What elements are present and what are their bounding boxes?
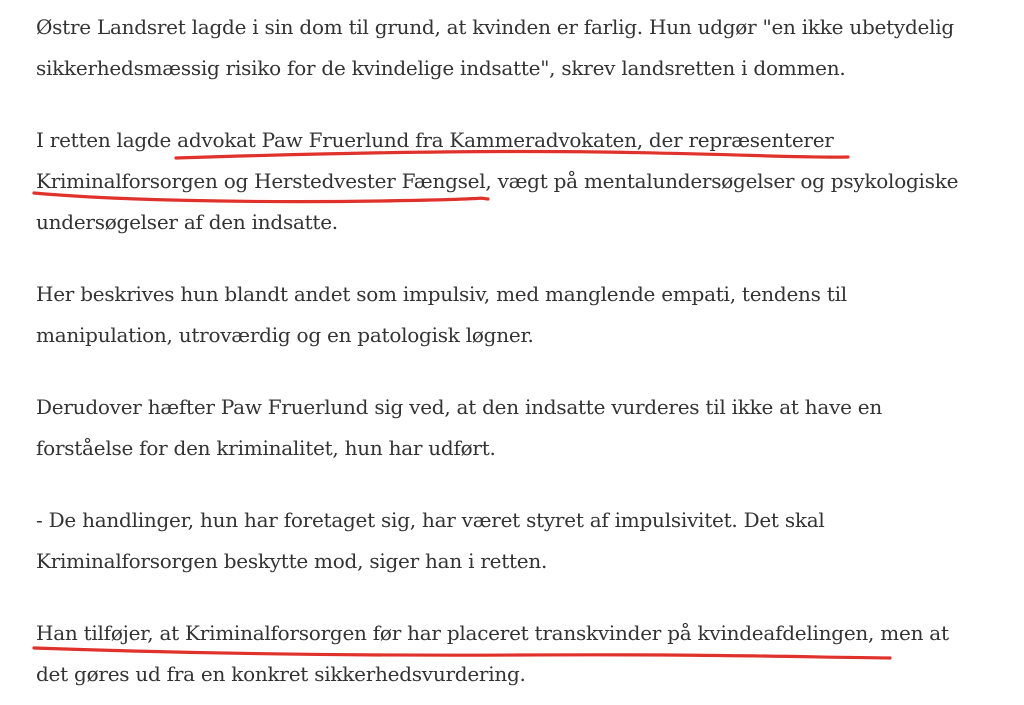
paragraph-line: Kriminalforsorgen beskytte mod, siger han i retten. (36, 549, 548, 573)
paragraph-line: Derudover hæfter Paw Fruerlund sig ved, at den indsatte vurderes til ikke at have en (36, 395, 883, 419)
paragraph-description (36, 274, 996, 356)
paragraph-line: Han tilføjer, at Kriminalforsorgen før har placeret transkvinder på kvindeafdelingen, men at (36, 621, 949, 645)
paragraph-line: Kriminalforsorgen og Herstedvester Fængsel, vægt på mentalundersøgelser og psykologiske (36, 169, 959, 193)
paragraph-line: sikkerhedsmæssig risiko for de kvindelige indsatte", skrev landsretten i dommen. (36, 56, 846, 80)
paragraph-line: Østre Landsret lagde i sin dom til grund, at kvinden er farlig. Hun udgør "en ikke ubetydelig (36, 15, 954, 39)
paragraph-line: Her beskrives hun blandt andet som impulsiv, med manglende empati, tendens til (36, 282, 847, 306)
paragraph-fruerlund (36, 387, 996, 469)
paragraph-advokat-statement (36, 120, 996, 243)
paragraph-line: - De handlinger, hun har foretaget sig, har været styret af impulsivitet. Det skal (36, 508, 825, 532)
paragraph-line: det gøres ud fra en konkret sikkerhedsvurdering. (36, 662, 526, 686)
paragraph-line: I retten lagde advokat Paw Fruerlund fra Kammeradvokaten, der repræsenterer (36, 128, 834, 152)
paragraph-line: undersøgelser af den indsatte. (36, 210, 338, 234)
paragraph-line: forståelse for den kriminalitet, hun har udført. (36, 436, 496, 460)
article-body (36, 0, 996, 695)
paragraph-quote (36, 500, 996, 582)
paragraph-landsret-ruling (36, 7, 996, 89)
paragraph-transwomen (36, 613, 996, 695)
paragraph-line: manipulation, utroværdig og en patologisk løgner. (36, 323, 534, 347)
